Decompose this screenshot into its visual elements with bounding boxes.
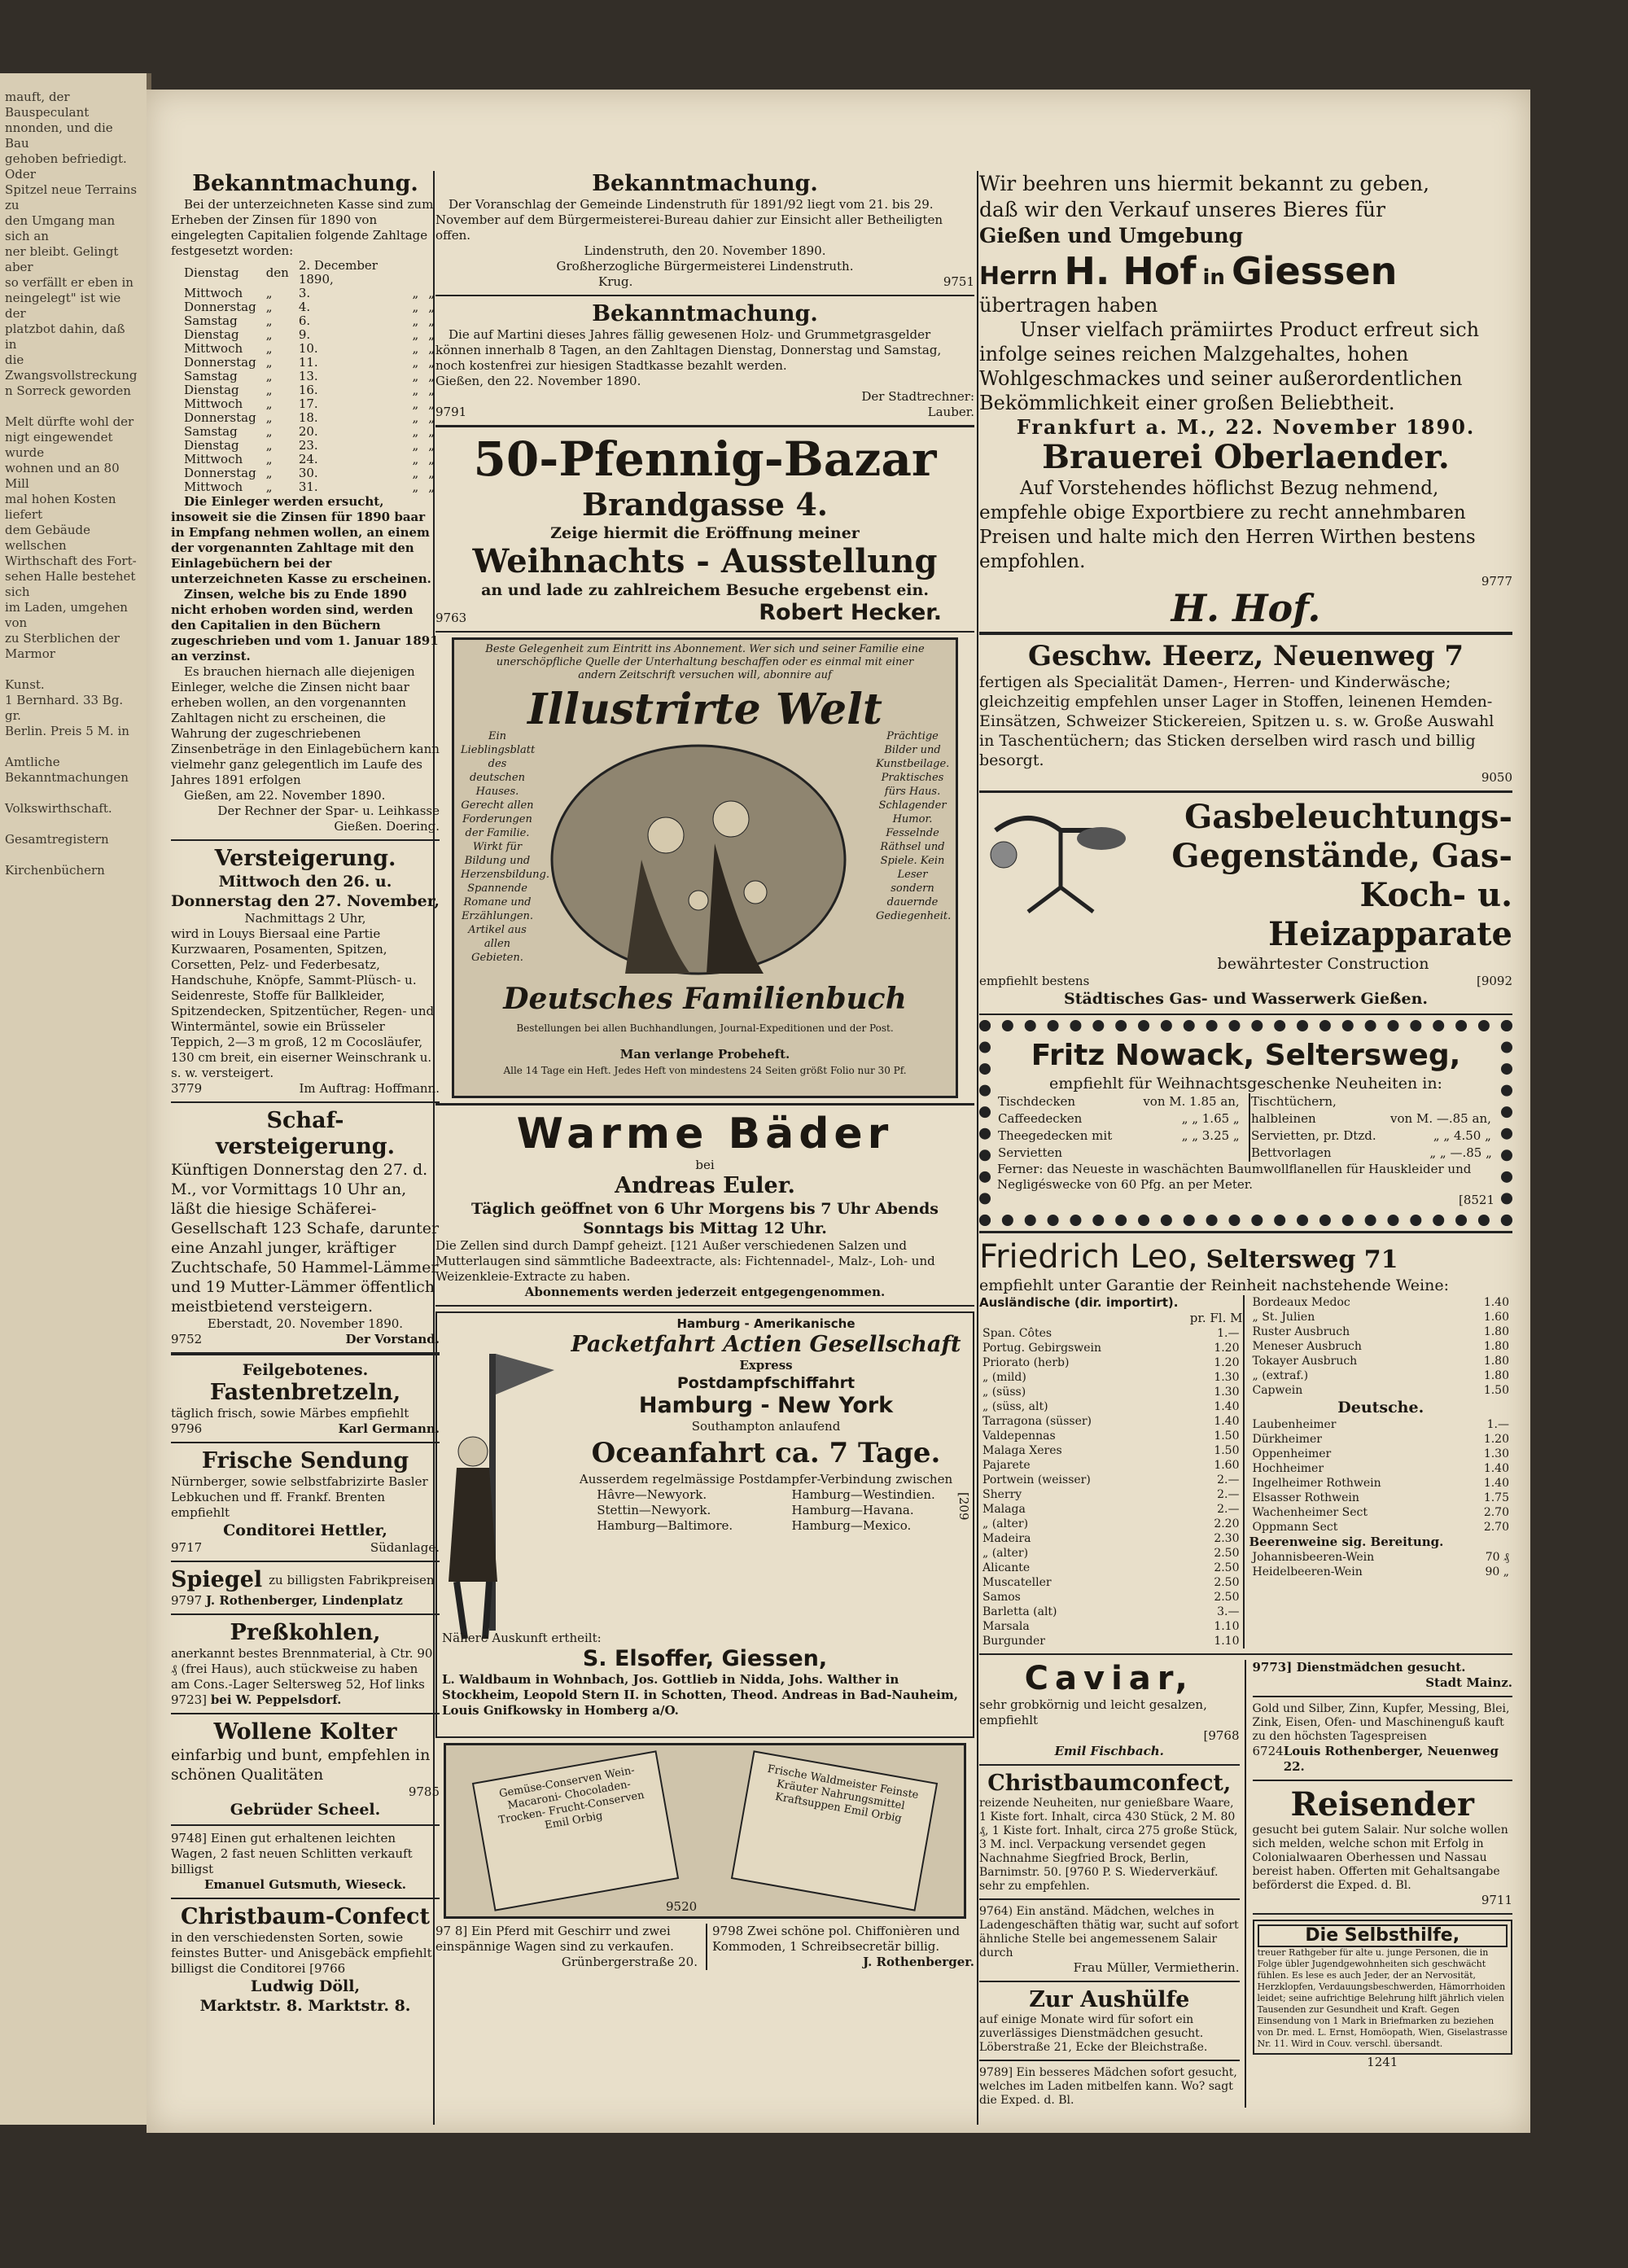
payment-date-row: Dienstag „ 9. „ „ — [184, 327, 435, 342]
bazar-owner: Robert Hecker. — [759, 600, 942, 625]
wine-row: Heidelbeeren-Wein 90 „ — [1252, 1565, 1509, 1578]
hapag-info: Nähere Auskunft ertheilt: — [442, 1631, 602, 1645]
confect-body: in den verschiedensten Sorten, sowie feinstes Butter- und Anisgebäck empfiehlt billigst die Conditorei [9766 — [171, 1930, 432, 1976]
coal-title: Preßkohlen, — [230, 1620, 381, 1645]
auction-body: wird in Louys Biersaal eine Partie Kurzwaaren, Posamenten, Spitzen, Corsetten, Pelz- und Federbesatz, Handschuhe, Knöpfe, Sammt-Plüsch- u. Seidenreste, Stoffe für Ballkleider, Spitzendecken, Spitzentücher, Regen- und Wintermäntel, sowie ein Brüsseler Teppich, 2—3 m groß, 12 m Cocosläufer, 130 cm breit, ein eiserner Weinschrank u. s. w. versteigert. — [171, 926, 435, 1080]
pretzel-text: täglich frisch, sowie Märbes empfiehlt — [171, 1406, 409, 1421]
ad-sleds — [171, 1831, 440, 1893]
linen-row: Tischdecken von M. 1.85 an, — [998, 1094, 1240, 1109]
hapag-side-number: [209 — [956, 1492, 971, 1521]
beer-brewery: Brauerei Oberlaender. — [1042, 438, 1450, 476]
nowack-ferner: Ferner: das Neueste in waschächten Baumwollflanellen für Hauskleider und Negligéswecke von 60 Pfg. an per Meter. — [997, 1162, 1472, 1192]
confect2-title: Christbaumconfect, — [987, 1771, 1232, 1796]
wine-row: Portug. Gebirgswein 1.20 — [982, 1342, 1240, 1355]
wine-row: Laubenheimer 1.— — [1252, 1418, 1509, 1431]
welt-bottom-1: Bestellungen bei allen Buchhandlungen, Journal-Expeditionen und der Post. — [516, 1022, 894, 1034]
for-sale-title: Feilgebotenes. — [242, 1361, 369, 1379]
mirrors-seller: J. Rothenberger, Lindenplatz — [205, 1593, 403, 1608]
payment-date-row: Donnerstag „ 18. „ „ — [184, 410, 435, 425]
furniture-seller: J. Rothenberger. — [863, 1955, 974, 1969]
ad-blankets — [171, 1719, 440, 1819]
wine-row: „ (süss) 1.30 — [982, 1386, 1240, 1399]
wine-imported: Ausländische (dir. importirt). — [979, 1295, 1179, 1310]
girl-body: 9764) Ein anständ. Mädchen, welches in Ladengeschäften thätig war, sucht auf sofort ähnliche Stelle bei angemessenem Salair durch — [979, 1905, 1239, 1959]
wine-row: Oppmann Sect 2.70 — [1252, 1521, 1509, 1534]
column-2 — [435, 171, 974, 1970]
metals-body: Gold und Silber, Zinn, Kupfer, Messing, Blei, Zink, Eisen, Ofen- und Maschinenguß kauft zu den höchsten Tagespreisen — [1252, 1702, 1510, 1743]
wine-row: Span. Côtes 1.— — [982, 1327, 1240, 1340]
welt-subtitle: Deutsches Familienbuch — [503, 982, 907, 1016]
gingerbread-shop: Conditorei Hettler, — [223, 1521, 387, 1539]
budget-signature: Krug. — [598, 274, 633, 289]
sheep-signature: Der Vorstand. — [345, 1332, 440, 1346]
baths-owner: Andreas Euler. — [615, 1173, 795, 1198]
fees-authority: Der Stadtrechner: — [861, 389, 974, 404]
linen-row: Servietten, pr. Dtzd. „ „ 4.50 „ — [1251, 1128, 1491, 1143]
route-item: Hamburg—Mexico. — [791, 1518, 912, 1533]
pretzel-title: Fastenbretzeln, — [209, 1380, 401, 1405]
traveller-body: gesucht bei gutem Salair. Nur solche wollen sich melden, welche schon mit Erfolg in Colonialwaaren Oberhessen und Nassau bereist haben. Offerten mit Gehaltsangabe beförderst die Exped. d. Bl. — [1252, 1824, 1508, 1892]
ad-heerz — [979, 640, 1512, 786]
wine-row: Sherry 2.— — [982, 1488, 1240, 1501]
beer-herrn: Herrn — [979, 262, 1058, 291]
wine-row: Alicante 2.50 — [982, 1561, 1240, 1574]
baths-hours: Täglich geöffnet von 6 Uhr Morgens bis 7 Uhr Abends Sonntags bis Mittag 12 Uhr. — [471, 1200, 939, 1237]
auction-time: Nachmittags 2 Uhr, — [244, 911, 366, 926]
payment-date-row: Dienstag den 2. December 1890, — [184, 258, 378, 287]
route-item: Hamburg—Westindien. — [791, 1487, 935, 1502]
traveller-title: Reisender — [1290, 1785, 1474, 1824]
selbsthilfe-title: Die Selbsthilfe, — [1258, 1924, 1508, 1947]
bazar-line-2: Weihnachts - Ausstellung — [472, 542, 938, 580]
wine-row: Wachenheimer Sect 2.70 — [1252, 1506, 1509, 1519]
ad-coal — [171, 1620, 440, 1708]
linen-row: halbleinen von M. —.85 an, — [1251, 1111, 1491, 1126]
beer-line-5: Unser vielfach prämiirtes Product erfreut sich infolge seines reichen Malzgehaltes, hohen Wohlgeschmackes und seiner außerordentlichen Bekömmlichkeit einer großen Beliebtheit. — [979, 318, 1480, 414]
wine-row: Tokayer Ausbruch 1.80 — [1252, 1355, 1509, 1368]
wine-row: Valdepennas 1.50 — [982, 1430, 1240, 1443]
wine-row: Bordeaux Medoc 1.40 — [1252, 1296, 1509, 1309]
beer-date: Frankfurt a. M., 22. November 1890. — [1016, 415, 1476, 439]
sheep-title: Schaf- versteigerung. — [215, 1108, 396, 1159]
conserves-left-label: Gemüse-Conserven Wein- Macaroni- Chocoladen- Trocken- Frucht-Conserven Emil Orbig — [472, 1750, 679, 1911]
wine-table-berry — [1249, 1550, 1513, 1579]
wine-table-left — [979, 1326, 1243, 1648]
nowack-sub: empfiehlt für Weihnachtsgeschenke Neuheiten in: — [1049, 1075, 1442, 1092]
metals-seller: Louis Rothenberger, Neuenweg 22. — [1283, 1744, 1499, 1774]
furniture-number: 9798 — [712, 1924, 744, 1938]
beer-line-6: Auf Vorstehendes höflichst Bezug nehmend, empfehle obige Exportbiere zu recht annehmbaren Preisen und halte mich den Herren Wirthen bestens empfohlen. — [979, 478, 1476, 572]
horse-body: Ein Pferd mit Geschirr und zwei einspännige Wagen sind zu verkaufen. — [435, 1924, 674, 1954]
blankets-body: einfarbig und bunt, empfehlen in schönen Qualitäten — [171, 1746, 431, 1784]
selbsthilfe-body: treuer Rathgeber für alte u. junge Personen, die in Folge übler Jugendgewohnheiten sich geschwächt fühlen. Es lese es auch Jeder, der an Nervosität, Herzklopfen, Verdauungsbeschwerden, Hämorrhoiden leidet; seine aufrichtige Belehrung hilft jährlich vielen Tausenden zur Gesundheit und Kraft. Gegen Einsendung von 1 Mark in Briefmarken zu beziehen von Dr. med. L. Ernst, Homöopath, Wien, Giselastrasse Nr. 11. Wird in Couv. verschl. übersandt. — [1257, 1947, 1508, 2049]
confect-address: Marktstr. 8. Marktstr. 8. — [199, 1997, 411, 2015]
payment-date-row: Donnerstag „ 11. „ „ — [184, 355, 435, 370]
sheep-date: Eberstadt, 20. November 1890. — [207, 1316, 404, 1331]
beer-in: in — [1202, 265, 1225, 290]
welt-right-text: Prächtige Bilder und Kunstbeilage. Praktisches fürs Haus. Schlagender Humor. Fesselnde Räthsel und Spiele. Kein Leser sondern dauernde Gediegenheit. — [876, 730, 952, 922]
wine-row: Ruster Ausbruch 1.80 — [1252, 1325, 1509, 1338]
notice-date: Gießen, am 22. November 1890. — [184, 788, 386, 803]
wine-row: Malaga Xeres 1.50 — [982, 1444, 1240, 1457]
fees-number: 9791 — [435, 405, 467, 419]
gingerbread-number: 9717 — [171, 1540, 203, 1555]
previous-page-text: mauft, der Bauspeculant nnonden, und die Bau gehoben befriedigt. Oder Spitzel neue Terrains zu den Umgang man sich an ner bleibt. Gelingt aber so verfällt er eben in neingelegt" ist wie der platzbot dahin, daß in die Zwangsvollstreckung n Sorreck geworden Melt dürfte wohl der nigt eingewendet wurde wohnen und an 80 Mill mal hohen Kosten liefert dem Gebäude wellschen Wirthschaft des Fort- sehen Halle bestehet sich im Laden, umgehen von zu Sterblichen der Marmor Kunst. 1 Bernhard. 33 Bg. gr. Berlin. Preis 5 M. in Amtliche Bekanntmachungen Volkswirthschaft. Gesamtregistern Kirchenbüchern — [5, 90, 138, 878]
for-sale-section — [171, 1360, 440, 1437]
notice-intro: Bei der unterzeichneten Kasse sind zum Erheben der Zinsen für 1890 von eingelegten Capitalien folgende Zahltage festgesetzt worden: — [171, 197, 434, 258]
caviar-number: [9768 — [1203, 1728, 1240, 1743]
route-item: Stettin—Newyork. — [597, 1503, 711, 1517]
wine-row: Burgunder 1.10 — [982, 1635, 1240, 1648]
fees-signature: Lauber. — [927, 405, 974, 419]
gingerbread-street: Südanlage. — [370, 1540, 440, 1555]
confect2-body: reizende Neuheiten, nur genießbare Waare, 1 Kiste fort. Inhalt, circa 430 Stück, 2 M. 80 ₰, 1 Kiste fort. Inhalt, circa 275 große Stück, 3 M. incl. Verpackung versendet gegen Nachnahme Siegfried Brock, Berlin, Barnimstr. 50. [9760 P. S. Wiederverkäuf. sehr zu empfehlen. — [979, 1797, 1238, 1893]
ad-beer — [979, 171, 1512, 630]
bazar-number: 9763 — [435, 611, 467, 625]
wine-row: Marsala 1.10 — [982, 1620, 1240, 1633]
fees-body: Die auf Martini dieses Jahres fällig gewesenen Holz- und Grummetgrasgelder können innerhalb 8 Tagen, an den Zahltagen Dienstag, Donnerstag und Samstag, noch kostenfrei zur hiesigen Stadtkasse bezahlt werden. — [435, 327, 942, 373]
mirrors-sub: zu billigsten Fabrikpreisen. — [269, 1572, 439, 1587]
wine-row: Oppenheimer 1.30 — [1252, 1447, 1509, 1460]
wine-row: Samos 2.50 — [982, 1591, 1240, 1604]
column-3 — [979, 171, 1512, 2108]
confect-seller: Ludwig Döll, — [250, 1977, 361, 1995]
aushuelfe-title: Zur Aushülfe — [1029, 1987, 1190, 2012]
hapag-ocean: Oceanfahrt ca. 7 Tage. — [591, 1437, 941, 1469]
notice-title: Bekanntmachung. — [192, 171, 418, 196]
ad-gingerbread — [171, 1448, 440, 1556]
notice-signature: Der Rechner der Spar- u. Leihkasse Gießen. Doering. — [217, 803, 440, 834]
budget-authority: Großherzogliche Bürgermeisterei Lindenstruth. — [556, 259, 854, 274]
ad-gas — [979, 798, 1512, 1009]
wine-german: Deutsche. — [1337, 1399, 1424, 1416]
wine-row: Malaga 2.— — [982, 1503, 1240, 1516]
confect-title: Christbaum-Confect — [181, 1904, 430, 1929]
nowack-right-table — [1249, 1093, 1495, 1162]
hapag-head: Hamburg - Amerikanische — [676, 1316, 856, 1331]
payment-date-row: Samstag „ 6. „ „ — [184, 313, 435, 328]
notice-savings-bank — [171, 171, 440, 834]
coal-body: anerkannt bestes Brennmaterial, à Ctr. 90 ₰ (frei Haus), auch stückweise zu haben am Cons.-Lager Seltersweg 52, Hof links — [171, 1646, 433, 1692]
route-item: Hâvre—Newyork. — [597, 1487, 707, 1502]
wine-row: Capwein 1.50 — [1252, 1384, 1509, 1397]
ad-horse — [435, 1924, 698, 1970]
payment-date-row: Mittwoch „ 31. „ „ — [184, 479, 435, 494]
maid-body: 9773] Dienstmädchen gesucht. — [1252, 1660, 1466, 1675]
ad-better-girl: 9789] Ein besseres Mädchen sofort gesucht, welches im Laden mitbelfen kann. Wo? sagt die Exped. d. Bl. — [979, 2066, 1237, 2107]
wine-row: „ St. Julien 1.60 — [1252, 1311, 1509, 1324]
gas-sub: bewährtester Construction — [1217, 955, 1429, 973]
baths-title: Warme Bäder — [516, 1110, 894, 1158]
wine-row: Muscateller 2.50 — [982, 1576, 1240, 1589]
hapag-post: Postdampfschiffahrt — [676, 1374, 856, 1392]
previous-page-edge — [0, 73, 151, 2125]
column-1 — [171, 171, 440, 2133]
hapag-agents: L. Waldbaum in Wohnbach, Jos. Gottlieb in Nidda, Johs. Walther in Stockheim, Leopold Stern II. in Schotten, Theod. Andreas in Bad-Nauheim, Louis Gnifkowsky in Homberg a/O. — [442, 1672, 958, 1718]
hapag-route: Hamburg - New York — [638, 1393, 894, 1418]
horse-address: Grünbergerstraße 20. — [561, 1955, 698, 1969]
fees-title: Bekanntmachung. — [592, 301, 818, 326]
hapag-title: Packetfahrt Actien Gesellschaft — [571, 1332, 961, 1357]
baths-bei: bei — [695, 1158, 715, 1172]
notice-body-3: Es brauchen hiernach alle diejenigen Einleger, welche die Zinsen nicht baar erheben wollen, an den vorgenannten Zahltagen nicht zu erscheinen, die Wahrung der zugeschriebenen Zinsenbeträge in den Einlagebüchern kann vielmehr ganz gelegentlich im Laufe des Jahres 1891 erfolgen — [171, 664, 440, 787]
beer-agent: H. Hof — [1064, 249, 1197, 293]
wine-row: Johannisbeeren-Wein 70 ₰ — [1252, 1551, 1509, 1564]
blankets-number: 9785 — [408, 1784, 440, 1799]
payment-date-row: Donnerstag „ 4. „ „ — [184, 300, 435, 314]
auction-goods — [171, 846, 440, 1097]
blankets-title: Wollene Kolter — [213, 1719, 397, 1745]
ad-illustrirte-welt — [452, 637, 958, 1098]
wine-table-right — [1249, 1295, 1513, 1398]
payment-date-row: Mittwoch „ 17. „ „ — [184, 396, 435, 411]
blankets-seller: Gebrüder Scheel. — [230, 1801, 381, 1819]
payment-date-row: Mittwoch „ 3. „ „ — [184, 286, 435, 300]
routes-right — [792, 1487, 935, 1534]
pretzel-seller: Karl Germann. — [338, 1421, 440, 1436]
gas-recommend: empfiehlt bestens — [979, 974, 1090, 988]
auction-signature: Im Auftrag: Hoffmann. — [299, 1081, 440, 1096]
heerz-body: fertigen als Specialität Damen-, Herren- und Kinderwäsche; gleichzeitig empfehlen unser Lager in Stoffen, leinenen Hemden-Einsätzen, Schweizer Stickereien, Spitzen u. s. w. Große Auswahl in Taschentüchern; das Sticken derselben wird rasch und billig besorgt. — [979, 673, 1495, 769]
linen-row: Tischtüchern, — [1251, 1094, 1337, 1109]
linen-row: Servietten — [998, 1145, 1063, 1160]
sheep-number: 9752 — [171, 1332, 203, 1346]
wine-row: Elsasser Rothwein 1.75 — [1252, 1491, 1509, 1504]
linen-row: Theegedecken mit „ „ 3.25 „ — [998, 1128, 1240, 1143]
caviar-body: sehr grobkörnig und leicht gesalzen, empfiehlt — [979, 1697, 1207, 1727]
wine-berry: Beerenweine sig. Bereitung. — [1249, 1535, 1444, 1549]
conserves-right-label: Frische Waldmeister Feinste Kräuter Nahrungsmittel Kraftsuppen Emil Orbig — [731, 1750, 938, 1911]
wine-row: „ (alter) 2.50 — [982, 1547, 1240, 1560]
wine-row: Priorato (herb) 1.20 — [982, 1356, 1240, 1369]
nowack-number: [8521 — [1458, 1193, 1495, 1207]
traveller-number: 9711 — [1481, 1893, 1512, 1907]
wine-row: Meneser Ausbruch 1.80 — [1252, 1340, 1509, 1353]
ad-girl-wanted — [979, 1905, 1240, 1976]
sheep-auction — [171, 1108, 440, 1347]
hapag-agent: S. Elsoffer, Giessen, — [582, 1646, 828, 1671]
bazar-line-1: Zeige hiermit die Eröffnung meiner — [550, 524, 860, 542]
budget-title: Bekanntmachung. — [592, 171, 818, 196]
hapag-southampton: Southampton anlaufend — [691, 1419, 841, 1434]
ad-nowack — [979, 1020, 1512, 1226]
welt-bottom-2: Man verlange Probeheft. — [619, 1047, 790, 1062]
notice-budget — [435, 171, 974, 290]
bazar-title: 50-Pfennig-Bazar — [473, 431, 937, 487]
ad-conserves — [444, 1743, 966, 1919]
beer-line-3: Gießen und Umgebung — [979, 224, 1244, 247]
welt-title: Illustrirte Welt — [527, 685, 882, 734]
baths-body: Die Zellen sind durch Dampf geheizt. [121 Außer verschiedenen Salzen und Mutterlaugen sind sämmtliche Badeextracte, als: Fichtennadel-, Malz-, Loh- und Weizenkleie-Extracte zu haben. — [435, 1238, 935, 1284]
wine-row: „ (alter) 2.20 — [982, 1517, 1240, 1530]
girl-agent: Frau Müller, Vermietherin. — [1073, 1960, 1240, 1975]
linen-row: Bettvorlagen „ „ —.85 „ — [1251, 1145, 1492, 1160]
route-item: Hamburg—Baltimore. — [597, 1518, 733, 1533]
wine-row: Barletta (alt) 3.— — [982, 1605, 1240, 1618]
baths-abonnement: Abonnements werden jederzeit entgegengenommen. — [524, 1285, 886, 1299]
ad-christmas-confect — [171, 1904, 440, 2016]
column-rule-2 — [977, 171, 978, 2125]
budget-date: Lindenstruth, den 20. November 1890. — [584, 243, 826, 258]
ad-mirrors — [171, 1567, 440, 1609]
auction-when: Mittwoch den 26. u. Donnerstag den 27. November, — [171, 873, 440, 910]
ad-aushuelfe — [979, 1987, 1240, 2055]
wine-row: Dürkheimer 1.20 — [1252, 1433, 1509, 1446]
wine-row: „ (süss, alt) 1.40 — [982, 1400, 1240, 1413]
furniture-body: Zwei schöne pol. Chiffonièren und Kommoden, 1 Schreibsecretär billig. — [712, 1924, 961, 1954]
nowack-left-table — [997, 1093, 1242, 1162]
wine-row: „ (mild) 1.30 — [982, 1371, 1240, 1384]
gas-number: [9092 — [1476, 974, 1512, 988]
welt-top-text: Beste Gelegenheit zum Eintritt ins Abonnement. Wer sich und seiner Familie eine unerschöpfliche Quelle der Unterhaltung beschaffen oder es einmal mit einer andern Zeitschrift versuchen will, abonnire auf — [485, 643, 925, 681]
ad-christmas-confect-2 — [979, 1771, 1240, 1894]
ad-hapag — [435, 1311, 974, 1738]
gingerbread-body: Nürnberger, sowie selbstfabrizirte Basler Lebkuchen und ff. Frankf. Brenten empfiehlt — [171, 1474, 428, 1520]
ad-warm-baths — [435, 1110, 974, 1300]
wine-sub: empfiehlt unter Garantie der Reinheit nachstehende Weine: — [979, 1276, 1449, 1294]
caviar-seller: Emil Fischbach. — [1054, 1744, 1164, 1758]
payment-dates-table — [179, 259, 440, 494]
aushuelfe-body: auf einige Monate wird für sofort ein zuverlässiges Dienstmädchen gesucht. Löberstraße 21, Ecke der Bleichstraße. — [979, 2013, 1208, 2054]
linen-row: Caffeedecken „ „ 1.65 „ — [998, 1111, 1240, 1126]
ad-traveller — [1253, 1786, 1513, 1908]
beer-city: Giessen — [1231, 249, 1398, 293]
family-illustration — [544, 738, 853, 982]
auction-title: Versteigerung. — [214, 846, 396, 871]
maid-city: Stadt Mainz. — [1425, 1675, 1512, 1690]
mirrors-number: 9797 — [171, 1593, 203, 1608]
auction-number: 3779 — [171, 1081, 203, 1096]
payment-date-row: Dienstag „ 23. „ „ — [184, 438, 435, 453]
gingerbread-title: Frische Sendung — [201, 1448, 409, 1473]
sleds-seller: Emanuel Gutsmuth, Wieseck. — [204, 1877, 406, 1892]
caviar-title: Caviar, — [1024, 1660, 1194, 1697]
heerz-title: Geschw. Heerz, Neuenweg 7 — [1028, 640, 1464, 672]
pretzel-number: 9796 — [171, 1421, 203, 1436]
wine-row: „ (extraf.) 1.80 — [1252, 1369, 1509, 1382]
wine-row: Ingelheimer Rothwein 1.40 — [1252, 1477, 1509, 1490]
wine-row: Hochheimer 1.40 — [1252, 1462, 1509, 1475]
wine-row: Portwein (weisser) 2.— — [982, 1473, 1240, 1486]
wine-row: Madeira 2.30 — [982, 1532, 1240, 1545]
bazar-line-3: an und lade zu zahlreichem Besuche ergebenst ein. — [481, 581, 929, 599]
hapag-express: Express — [739, 1358, 793, 1373]
payment-date-row: Dienstag „ 16. „ „ — [184, 383, 435, 397]
notice-fees — [435, 301, 974, 420]
sheep-body: Künftigen Donnerstag den 27. d. M., vor Vormittags 10 Uhr an, läßt die hiesige Schäferei-Gesellschaft 123 Schafe, darunter eine Anzahl junger, kräftiger Zuchtschafe, 50 Hammel-Lämmer und 19 Mutter-Lämmer öffentlich meistbietend versteigern. — [171, 1161, 440, 1316]
notice-body-2: Zinsen, welche bis zu Ende 1890 nicht erhoben worden sind, werden den Capitalien in den Büchern zugeschrieben und vom 1. Januar 1891 an verzinst. — [171, 587, 439, 663]
budget-body: Der Voranschlag der Gemeinde Lindenstruth für 1891/92 liegt vom 21. bis 29. November auf dem Bürgermeisterei-Bureau dahier zur Einsicht aller Betheiligten offen. — [435, 197, 943, 243]
heerz-number: 9050 — [1481, 770, 1512, 785]
wine-table-german — [1249, 1417, 1513, 1535]
beer-line-2: daß wir den Verkauf unseres Bieres für — [979, 198, 1385, 221]
ad-bazar — [435, 432, 974, 626]
payment-date-row: Samstag „ 13. „ „ — [184, 369, 435, 383]
payment-date-row: Samstag „ 20. „ „ — [184, 424, 435, 439]
gas-title: Gasbeleuchtungs- Gegenstände, Gas- Koch- u. Heizapparate — [1171, 798, 1512, 953]
page-number: 1241 — [1367, 2055, 1398, 2069]
wine-address: Seltersweg 71 — [1206, 1246, 1398, 1274]
ad-maid — [1253, 1660, 1513, 1675]
wine-row: Pajarete 1.60 — [982, 1459, 1240, 1472]
beer-line-4: übertragen haben — [979, 294, 1158, 317]
gas-signature: Städtisches Gas- und Wasserwerk Gießen. — [1063, 990, 1429, 1008]
mirrors-title: Spiegel — [171, 1567, 263, 1592]
wine-merchant: Friedrich Leo, — [979, 1238, 1198, 1276]
ad-wine — [979, 1238, 1512, 1648]
coal-number: 9723] — [171, 1692, 208, 1707]
hapag-also: Ausserdem regelmässige Postdampfer-Verbindung zwischen — [579, 1472, 953, 1486]
payment-date-row: Mittwoch „ 24. „ „ — [184, 452, 435, 466]
horse-number: 97 8] — [435, 1924, 468, 1938]
beer-number: 9777 — [1481, 574, 1512, 589]
wine-price-unit: pr. Fl. M — [1189, 1311, 1243, 1325]
sailor-illustration — [440, 1338, 562, 1647]
ad-furniture — [706, 1924, 974, 1970]
ad-metals — [1253, 1702, 1513, 1775]
gas-lamp-illustration — [979, 798, 1142, 920]
nowack-title: Fritz Nowack, Seltersweg, — [1031, 1039, 1461, 1072]
beer-line-1: Wir beehren uns hiermit bekannt zu geben, — [979, 172, 1430, 195]
fees-date: Gießen, den 22. November 1890. — [435, 374, 641, 388]
route-item: Hamburg—Havana. — [791, 1503, 914, 1517]
payment-date-row: Donnerstag „ 30. „ „ — [184, 466, 435, 480]
bazar-street: Brandgasse 4. — [581, 486, 828, 523]
sleds-body: 9748] Einen gut erhaltenen leichten Wagen, 2 fast neuen Schlitten verkauft billigst — [171, 1831, 413, 1876]
routes-left — [597, 1487, 733, 1534]
payment-date-row: Mittwoch „ 10. „ „ — [184, 341, 435, 356]
newspaper-page — [147, 90, 1530, 2133]
coal-seller: bei W. Peppelsdorf. — [210, 1692, 342, 1707]
welt-bottom-3: Alle 14 Tage ein Heft. Jedes Heft von mindestens 24 Seiten größt Folio nur 30 Pf. — [503, 1065, 907, 1076]
welt-left-text: Ein Lieblingsblatt des deutschen Hauses. Gerecht allen Forderungen der Familie. Wirkt für Bildung und Herzensbildung. Spannende Romane und Erzählungen. Artikel aus allen Gebieten. — [461, 730, 549, 964]
metals-number: 6724 — [1252, 1744, 1284, 1758]
notice-body-1: Die Einleger werden ersucht, insoweit sie die Zinsen für 1890 baar in Empfang nehmen wollen, an einem der vorgenannten Zahltage mit den Einlagebüchern bei der unterzeichneten Kasse zu erscheinen. — [171, 494, 431, 586]
conserves-number: 9520 — [666, 1899, 698, 1914]
ad-caviar — [979, 1660, 1240, 1759]
beer-signature: H. Hof. — [1171, 586, 1321, 630]
wine-row: Tarragona (süsser) 1.40 — [982, 1415, 1240, 1428]
ad-selbsthilfe — [1253, 1920, 1513, 2055]
budget-number: 9751 — [943, 274, 974, 289]
